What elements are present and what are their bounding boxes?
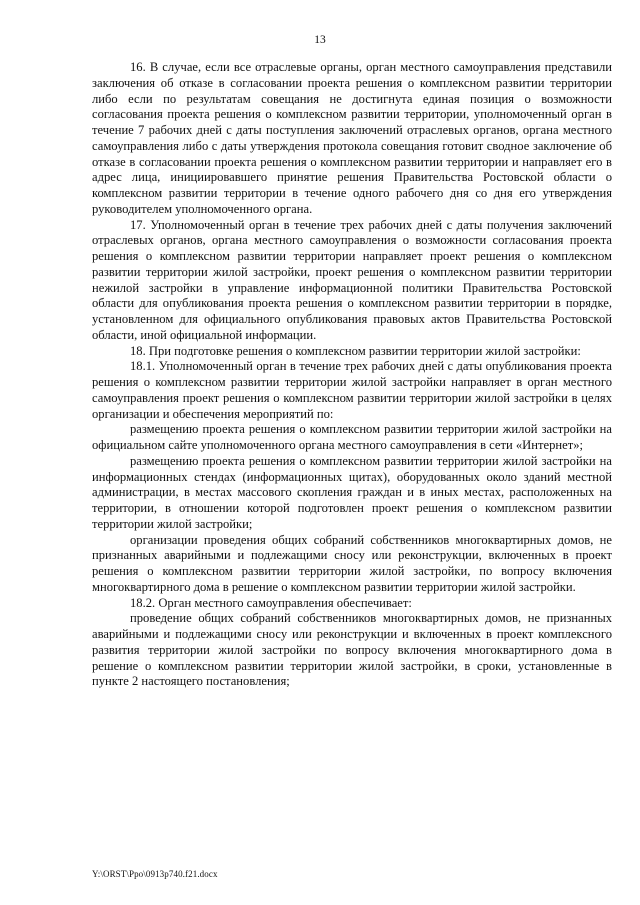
list-item-owners-meetings: организации проведения общих собраний собственников многоквартирных домов, не признанных аварийными и подлежащими сносу или реконструкции, включенных в проект решения о комплексном развитии территории жилой застройки, по вопросу включения многоквартирного дома в решение о комплексном развитии территории жилой застройки. — [92, 532, 612, 594]
footer-file-path: Y:\ORST\Ppo\0913p740.f21.docx — [92, 869, 218, 879]
document-body — [92, 60, 612, 690]
paragraph-17: 17. Уполномоченный орган в течение трех рабочих дней с даты получения заключений отраслевых органов, органа местного самоуправления о возможности согласования проекта решения о комплексном развитии территории направляет проект решения о комплексном развитии территории жилой застройки, проект решения о комплексном развитии территории нежилой застройки в управление информационной политики Правительства Ростовской области для опубликования проекта решения о комплексном развитии территории в порядке, установленном для официального опубликования правовых актов Правительства Ростовской области, иной официальной информации. — [92, 217, 612, 342]
page-number: 13 — [314, 34, 326, 46]
paragraph-18-2: 18.2. Орган местного самоуправления обеспечивает: — [130, 595, 412, 610]
paragraph-16: 16. В случае, если все отраслевые органы, орган местного самоуправления представили заключения об отказе в согласовании проекта решения о комплексном развитии территории либо если по результатам совещания не достигнута единая позиция о возможности согласования проекта решения о комплексном развитии территории, уполномоченный орган в течение 7 рабочих дней с даты поступления заключений отраслевых органов, органа местного самоуправления либо с даты утверждения протокола совещания готовит сводное заключение об отказе в согласовании проекта решения о комплексном развитии территории и направляет его в адрес лица, инициировавшего принятие решения Правительства Ростовской области о комплексном развитии территории в течение одного рабочего дня со дня его утверждения руководителем уполномоченного органа. — [92, 60, 612, 216]
list-item-website-placement: размещению проекта решения о комплексном развитии территории жилой застройки на официальном сайте уполномоченного органа местного самоуправления в сети «Интернет»; — [92, 422, 612, 452]
list-item-meetings-conduct: проведение общих собраний собственников многоквартирных домов, не признанных аварийными и подлежащими сносу или реконструкции и включенных в проект комплексного развития территории жилой застройки по вопросу включения многоквартирного дома в решение о комплексном развитии территории жилой застройки, в сроки, установленные в пункте 2 настоящего постановления; — [92, 611, 612, 689]
paragraph-18: 18. При подготовке решения о комплексном развитии территории жилой застройки: — [130, 343, 581, 358]
list-item-stand-placement: размещению проекта решения о комплексном развитии территории жилой застройки на информационных стендах (информационных щитах), оборудованных около зданий местной администрации, в местах массового скопления граждан и в иных местах, расположенных на территории, в отношении которой подготовлен проект решения о комплексном развитии территории жилой застройки; — [92, 453, 612, 531]
paragraph-18-1: 18.1. Уполномоченный орган в течение трех рабочих дней с даты опубликования проекта решения о комплексном развитии территории жилой застройки направляет в орган местного самоуправления проект решения о комплексном развитии территории жилой застройки в целях организации и обеспечения мероприятий по: — [92, 359, 612, 421]
